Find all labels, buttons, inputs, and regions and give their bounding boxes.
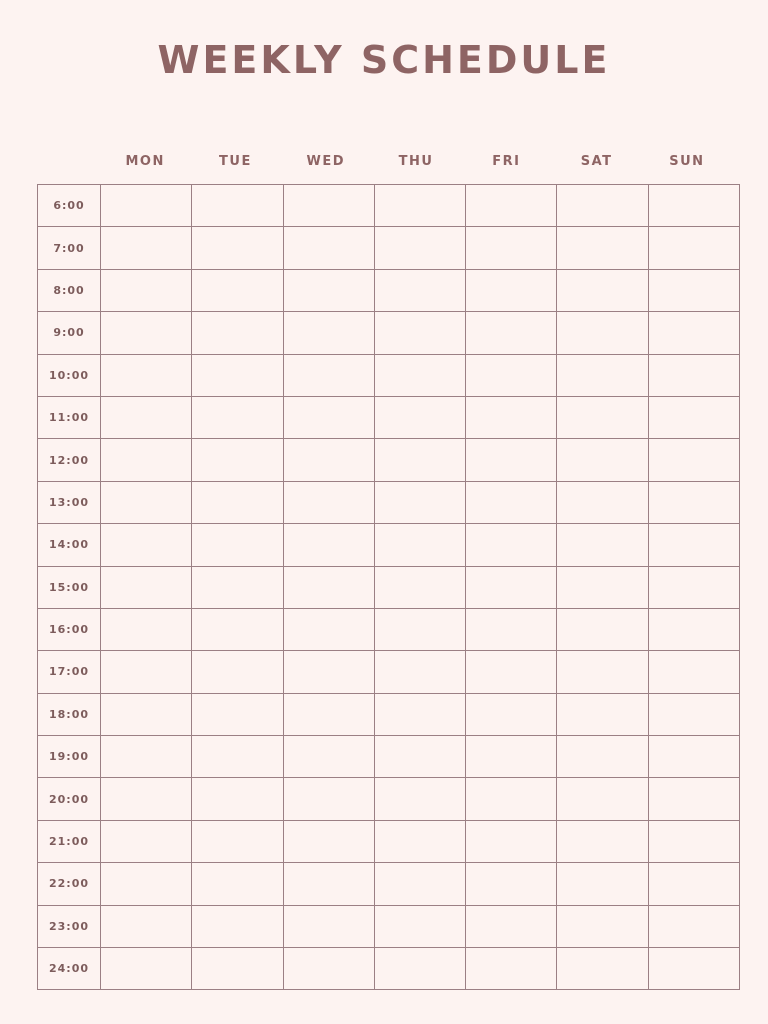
schedule-cell[interactable]	[283, 227, 374, 269]
schedule-cell[interactable]	[648, 269, 739, 311]
schedule-cell[interactable]	[648, 820, 739, 862]
time-label: 11:00	[38, 396, 101, 438]
schedule-cell[interactable]	[283, 439, 374, 481]
schedule-cell[interactable]	[283, 778, 374, 820]
schedule-cell[interactable]	[192, 396, 283, 438]
schedule-cell[interactable]	[374, 227, 465, 269]
schedule-cell[interactable]	[557, 524, 648, 566]
schedule-cell[interactable]	[101, 269, 192, 311]
time-label: 18:00	[38, 693, 101, 735]
schedule-cell[interactable]	[648, 651, 739, 693]
schedule-cell[interactable]	[101, 736, 192, 778]
schedule-cell[interactable]	[283, 185, 374, 227]
schedule-cell[interactable]	[192, 227, 283, 269]
schedule-cell[interactable]	[648, 863, 739, 905]
schedule-cell[interactable]	[192, 651, 283, 693]
time-label: 23:00	[38, 905, 101, 947]
schedule-row	[38, 863, 740, 905]
schedule-cell[interactable]	[648, 312, 739, 354]
schedule-cell[interactable]	[648, 227, 739, 269]
schedule-row	[38, 396, 740, 438]
schedule-cell[interactable]	[466, 651, 557, 693]
schedule-cell[interactable]	[283, 396, 374, 438]
time-label: 24:00	[38, 948, 101, 990]
schedule-cell[interactable]	[557, 736, 648, 778]
schedule-cell[interactable]	[648, 905, 739, 947]
schedule-cell[interactable]	[101, 608, 192, 650]
schedule-cell[interactable]	[466, 948, 557, 990]
schedule-cell[interactable]	[101, 863, 192, 905]
schedule-cell[interactable]	[283, 608, 374, 650]
schedule-cell[interactable]	[648, 524, 739, 566]
schedule-cell[interactable]	[648, 396, 739, 438]
schedule-cell[interactable]	[192, 820, 283, 862]
schedule-cell[interactable]	[557, 439, 648, 481]
schedule-cell[interactable]	[648, 693, 739, 735]
schedule-cell[interactable]	[374, 651, 465, 693]
schedule-cell[interactable]	[557, 312, 648, 354]
schedule-cell[interactable]	[192, 524, 283, 566]
schedule-cell[interactable]	[466, 481, 557, 523]
schedule-row	[38, 481, 740, 523]
schedule-cell[interactable]	[101, 651, 192, 693]
schedule-cell[interactable]	[466, 396, 557, 438]
schedule-cell[interactable]	[283, 651, 374, 693]
schedule-cell[interactable]	[283, 905, 374, 947]
schedule-row	[38, 736, 740, 778]
schedule-cell[interactable]	[648, 608, 739, 650]
schedule-row	[38, 227, 740, 269]
schedule-cell[interactable]	[101, 481, 192, 523]
schedule-cell[interactable]	[374, 185, 465, 227]
day-header-wed: WED	[306, 154, 345, 169]
schedule-cell[interactable]	[466, 439, 557, 481]
schedule-cell[interactable]	[101, 227, 192, 269]
schedule-cell[interactable]	[283, 863, 374, 905]
schedule-cell[interactable]	[648, 185, 739, 227]
schedule-cell[interactable]	[283, 312, 374, 354]
schedule-cell[interactable]	[374, 778, 465, 820]
schedule-cell[interactable]	[557, 608, 648, 650]
schedule-cell[interactable]	[374, 481, 465, 523]
time-label: 19:00	[38, 736, 101, 778]
schedule-grid	[37, 184, 740, 990]
page-title: WEEKLY SCHEDULE	[157, 38, 611, 82]
schedule-cell[interactable]	[466, 905, 557, 947]
time-label: 12:00	[38, 439, 101, 481]
schedule-cell[interactable]	[192, 608, 283, 650]
schedule-cell[interactable]	[557, 863, 648, 905]
time-label: 9:00	[38, 312, 101, 354]
schedule-cell[interactable]	[557, 693, 648, 735]
time-label: 7:00	[38, 227, 101, 269]
schedule-cell[interactable]	[283, 524, 374, 566]
schedule-cell[interactable]	[466, 863, 557, 905]
schedule-cell[interactable]	[192, 185, 283, 227]
schedule-cell[interactable]	[101, 778, 192, 820]
schedule-cell[interactable]	[192, 312, 283, 354]
schedule-cell[interactable]	[466, 354, 557, 396]
schedule-cell[interactable]	[283, 948, 374, 990]
time-label: 6:00	[38, 185, 101, 227]
schedule-cell[interactable]	[466, 693, 557, 735]
day-header-fri: FRI	[492, 154, 521, 169]
schedule-cell[interactable]	[648, 736, 739, 778]
time-label: 17:00	[38, 651, 101, 693]
schedule-cell[interactable]	[374, 269, 465, 311]
schedule-cell[interactable]	[283, 736, 374, 778]
schedule-cell[interactable]	[283, 269, 374, 311]
schedule-cell[interactable]	[192, 354, 283, 396]
schedule-row	[38, 608, 740, 650]
schedule-cell[interactable]	[557, 396, 648, 438]
schedule-cell[interactable]	[466, 820, 557, 862]
schedule-cell[interactable]	[466, 524, 557, 566]
schedule-cell[interactable]	[192, 269, 283, 311]
schedule-cell[interactable]	[192, 905, 283, 947]
schedule-row	[38, 778, 740, 820]
schedule-cell[interactable]	[101, 693, 192, 735]
schedule-cell[interactable]	[192, 566, 283, 608]
schedule-cell[interactable]	[648, 566, 739, 608]
schedule-cell[interactable]	[466, 608, 557, 650]
schedule-cell[interactable]	[648, 778, 739, 820]
schedule-cell[interactable]	[192, 693, 283, 735]
schedule-cell[interactable]	[374, 820, 465, 862]
day-header-row	[100, 150, 732, 174]
schedule-cell[interactable]	[101, 185, 192, 227]
schedule-cell[interactable]	[101, 312, 192, 354]
schedule-cell[interactable]	[101, 524, 192, 566]
schedule-cell[interactable]	[374, 312, 465, 354]
schedule-cell[interactable]	[648, 439, 739, 481]
schedule-row	[38, 524, 740, 566]
schedule-cell[interactable]	[101, 905, 192, 947]
schedule-cell[interactable]	[648, 354, 739, 396]
schedule-cell[interactable]	[374, 905, 465, 947]
schedule-cell[interactable]	[283, 820, 374, 862]
schedule-cell[interactable]	[192, 736, 283, 778]
schedule-cell[interactable]	[192, 778, 283, 820]
schedule-row	[38, 566, 740, 608]
time-label: 16:00	[38, 608, 101, 650]
schedule-cell[interactable]	[101, 354, 192, 396]
schedule-cell[interactable]	[557, 354, 648, 396]
schedule-row	[38, 651, 740, 693]
day-header-sun: SUN	[669, 154, 705, 169]
schedule-cell[interactable]	[374, 736, 465, 778]
schedule-cell[interactable]	[557, 948, 648, 990]
schedule-cell[interactable]	[557, 905, 648, 947]
schedule-cell[interactable]	[557, 820, 648, 862]
schedule-cell[interactable]	[374, 608, 465, 650]
schedule-cell[interactable]	[283, 481, 374, 523]
schedule-row	[38, 439, 740, 481]
day-header-mon: MON	[125, 154, 165, 169]
schedule-cell[interactable]	[374, 948, 465, 990]
schedule-cell[interactable]	[101, 820, 192, 862]
schedule-cell[interactable]	[557, 185, 648, 227]
schedule-row	[38, 905, 740, 947]
day-header-tue: TUE	[219, 154, 252, 169]
schedule-cell[interactable]	[648, 481, 739, 523]
time-label: 8:00	[38, 269, 101, 311]
time-label: 20:00	[38, 778, 101, 820]
schedule-cell[interactable]	[557, 269, 648, 311]
schedule-cell[interactable]	[101, 566, 192, 608]
schedule-cell[interactable]	[466, 185, 557, 227]
schedule-cell[interactable]	[466, 778, 557, 820]
schedule-row	[38, 693, 740, 735]
schedule-row	[38, 354, 740, 396]
schedule-cell[interactable]	[283, 693, 374, 735]
schedule-cell[interactable]	[374, 566, 465, 608]
schedule-cell[interactable]	[557, 566, 648, 608]
schedule-cell[interactable]	[374, 524, 465, 566]
schedule-cell[interactable]	[374, 863, 465, 905]
day-header-sat: SAT	[580, 154, 613, 169]
schedule-cell[interactable]	[557, 778, 648, 820]
time-label: 15:00	[38, 566, 101, 608]
schedule-row	[38, 312, 740, 354]
schedule-cell[interactable]	[648, 948, 739, 990]
schedule-cell[interactable]	[101, 439, 192, 481]
schedule-cell[interactable]	[557, 481, 648, 523]
day-header-thu: THU	[398, 154, 434, 169]
schedule-cell[interactable]	[283, 354, 374, 396]
schedule-cell[interactable]	[466, 269, 557, 311]
schedule-row	[38, 185, 740, 227]
schedule-cell[interactable]	[192, 863, 283, 905]
time-label: 10:00	[38, 354, 101, 396]
schedule-cell[interactable]	[466, 312, 557, 354]
schedule-cell[interactable]	[466, 566, 557, 608]
schedule-cell[interactable]	[557, 651, 648, 693]
time-label: 14:00	[38, 524, 101, 566]
schedule-row	[38, 820, 740, 862]
schedule-cell[interactable]	[374, 693, 465, 735]
schedule-cell[interactable]	[101, 948, 192, 990]
schedule-cell[interactable]	[466, 736, 557, 778]
schedule-cell[interactable]	[283, 566, 374, 608]
schedule-row	[38, 948, 740, 990]
schedule-cell[interactable]	[557, 227, 648, 269]
time-label: 22:00	[38, 863, 101, 905]
schedule-cell[interactable]	[374, 439, 465, 481]
schedule-cell[interactable]	[101, 396, 192, 438]
time-label: 21:00	[38, 820, 101, 862]
schedule-cell[interactable]	[466, 227, 557, 269]
schedule-cell[interactable]	[374, 396, 465, 438]
schedule-row	[38, 269, 740, 311]
schedule-cell[interactable]	[192, 481, 283, 523]
schedule-cell[interactable]	[192, 948, 283, 990]
schedule-cell[interactable]	[374, 354, 465, 396]
schedule-cell[interactable]	[192, 439, 283, 481]
time-label: 13:00	[38, 481, 101, 523]
